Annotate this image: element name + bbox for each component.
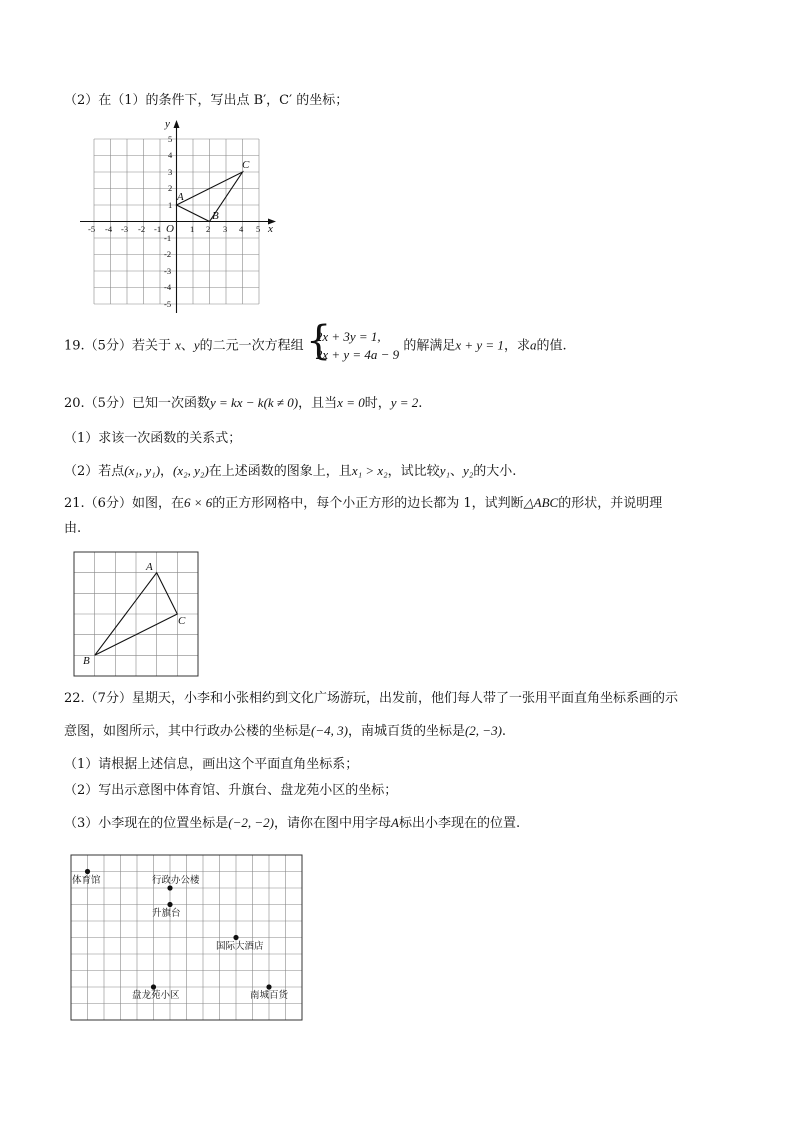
q21-question-line2: 由. (64, 521, 82, 536)
admin-building-point (167, 885, 172, 890)
q19-var-y: y (193, 337, 200, 353)
south-dept-store-label: 南城百货 (250, 991, 289, 1001)
q20-p2-mid2: ，试比较 (387, 464, 440, 479)
q20-text-pre: 20.（5分）已知一次函数 (64, 396, 210, 411)
y-tick: 4 (168, 150, 173, 160)
x-tick: 1 (190, 224, 195, 234)
panlong-point (151, 984, 156, 989)
q22-p3-end: 标出小李现在的位置. (398, 816, 521, 831)
x-tick: 4 (239, 224, 244, 234)
flag-platform-label: 升旗台 (152, 909, 181, 919)
point-a-label: A (146, 561, 153, 573)
q21-question-line1 (64, 494, 662, 513)
q20-x0: x = 0 (337, 395, 365, 410)
q22-p3-mid: ，请你在图中用字母 (273, 816, 391, 831)
y-tick: -1 (164, 233, 172, 243)
point-b-label: B (83, 655, 90, 667)
q21-triangle: △ABC (523, 495, 559, 510)
q19-text-post2: ，求 (503, 338, 530, 354)
q22-coord-admin: (−4, 3) (311, 723, 348, 738)
q22-part1: （1）请根据上述信息，画出这个平面直角坐标系； (64, 757, 359, 772)
y-tick: -4 (164, 282, 172, 292)
q19-sep: 、 (180, 338, 194, 354)
q20-text-mid: ，且当 (298, 396, 338, 411)
q18-part2: （2）在（1）的条件下，写出点 B′，C′ 的坐标； (64, 93, 349, 108)
q19-text-pre: 19.（5分）若关于 (64, 338, 171, 354)
q21-text-post: 的正方形网格中，每个小正方形的边长都为 1，试判断 (212, 496, 524, 511)
x-tick: -4 (105, 224, 113, 234)
hotel-point (233, 935, 238, 940)
y-tick: 1 (168, 200, 173, 210)
q20-y2b: y₂ (463, 463, 474, 478)
q20-point1: (x₁, y₁) (124, 463, 161, 478)
y-tick: -2 (164, 249, 172, 259)
q20-part1: （1）求该一次函数的关系式； (64, 431, 242, 446)
q22-p3-pre: （3）小李现在的位置坐标是 (64, 816, 229, 831)
q22-text-mid: ，南城百货的坐标是 (347, 724, 465, 739)
q20-text-mid2: 时， (364, 396, 391, 411)
q22-text-pre: 意图，如图所示，其中行政办公楼的坐标是 (64, 724, 312, 739)
y-tick: 3 (168, 167, 173, 177)
x-tick: -2 (138, 224, 146, 234)
x-tick: 2 (206, 224, 211, 234)
flag-platform-point (167, 902, 172, 907)
q21-text-end: 的形状，并说明理 (558, 496, 663, 511)
q20-y2: y = 2 (390, 395, 419, 410)
q20-function: y = kx − k (209, 395, 264, 410)
origin-label: O (166, 223, 174, 235)
point-b-label: B (212, 210, 219, 222)
q18-coordinate-graph (78, 118, 278, 318)
hotel-label: 国际大酒店 (216, 942, 264, 952)
q22-part2: （2）写出示意图中体育馆、升旗台、盘龙苑小区的坐标； (64, 783, 398, 798)
x-tick: -5 (88, 224, 96, 234)
q22-part3 (64, 814, 520, 833)
y-axis-label: y (165, 118, 170, 130)
x-tick: 3 (223, 224, 228, 234)
y-tick: -3 (164, 266, 172, 276)
south-dept-store-point (266, 984, 271, 989)
q19-var-a: a (529, 337, 537, 353)
q20-point2: (x₂, y₂) (173, 463, 209, 478)
q19-text-post1: 的解满足 (403, 338, 456, 354)
gym-label: 体育馆 (72, 876, 101, 886)
equation-1: 2x + 3y = 1, (315, 329, 381, 344)
q20-condition: (k ≠ 0) (263, 395, 299, 410)
q22-map-figure (68, 852, 304, 1024)
brace: { (305, 318, 332, 364)
point-c-label: C (178, 615, 186, 627)
point-a-label: A (177, 191, 184, 203)
q22-line1: 22.（7分）星期天，小李和小张相约到文化广场游玩，出发前，他们每人带了一张用平面直角坐标系画的示 (64, 691, 678, 706)
q22-text-end: . (501, 724, 507, 739)
x-tick: 5 (256, 224, 261, 234)
q20-part2 (64, 462, 516, 481)
equation-2: 2x + y = 4a − 9 (315, 347, 400, 362)
q22-line2 (64, 722, 506, 741)
q20-question (64, 394, 422, 413)
y-tick: 2 (168, 183, 173, 193)
y-tick: 5 (168, 134, 173, 144)
q20-p2-pre: （2）若点 (64, 464, 125, 479)
q19-condition: x + y = 1 (455, 337, 504, 353)
q19-question (64, 318, 567, 364)
point-c-label: C (242, 159, 250, 171)
q20-y1: y₁ (439, 463, 450, 478)
gym-point (85, 869, 90, 874)
q19-text-post3: 的值. (536, 338, 567, 354)
q20-dun: 、 (449, 464, 463, 479)
q21-grid-figure (72, 550, 202, 680)
admin-building-label: 行政办公楼 (152, 876, 200, 886)
q22-coord-south: (2, −3) (464, 723, 502, 738)
equation-system (305, 318, 400, 364)
x-tick: -1 (154, 224, 162, 234)
q19-var-x: x (175, 337, 181, 353)
q21-grid-size: 6 × 6 (183, 495, 213, 510)
q20-p2-end: 的大小. (473, 464, 517, 479)
q19-text-mid: 的二元一次方程组 (199, 338, 304, 354)
y-tick: -5 (164, 299, 172, 309)
q22-letter-a: A (391, 815, 399, 830)
x-axis-label: x (268, 223, 273, 235)
q20-inequality: x₁ > x₂ (351, 463, 388, 478)
panlong-label: 盘龙苑小区 (132, 991, 180, 1001)
q22-coord-li: (−2, −2) (228, 815, 274, 830)
q20-text-end: . (418, 396, 423, 411)
q20-comma: ， (160, 464, 174, 479)
q21-text-pre: 21.（6分）如图，在 (64, 496, 184, 511)
x-tick: -3 (121, 224, 129, 234)
q20-p2-mid: 在上述函数的图象上，且 (208, 464, 352, 479)
